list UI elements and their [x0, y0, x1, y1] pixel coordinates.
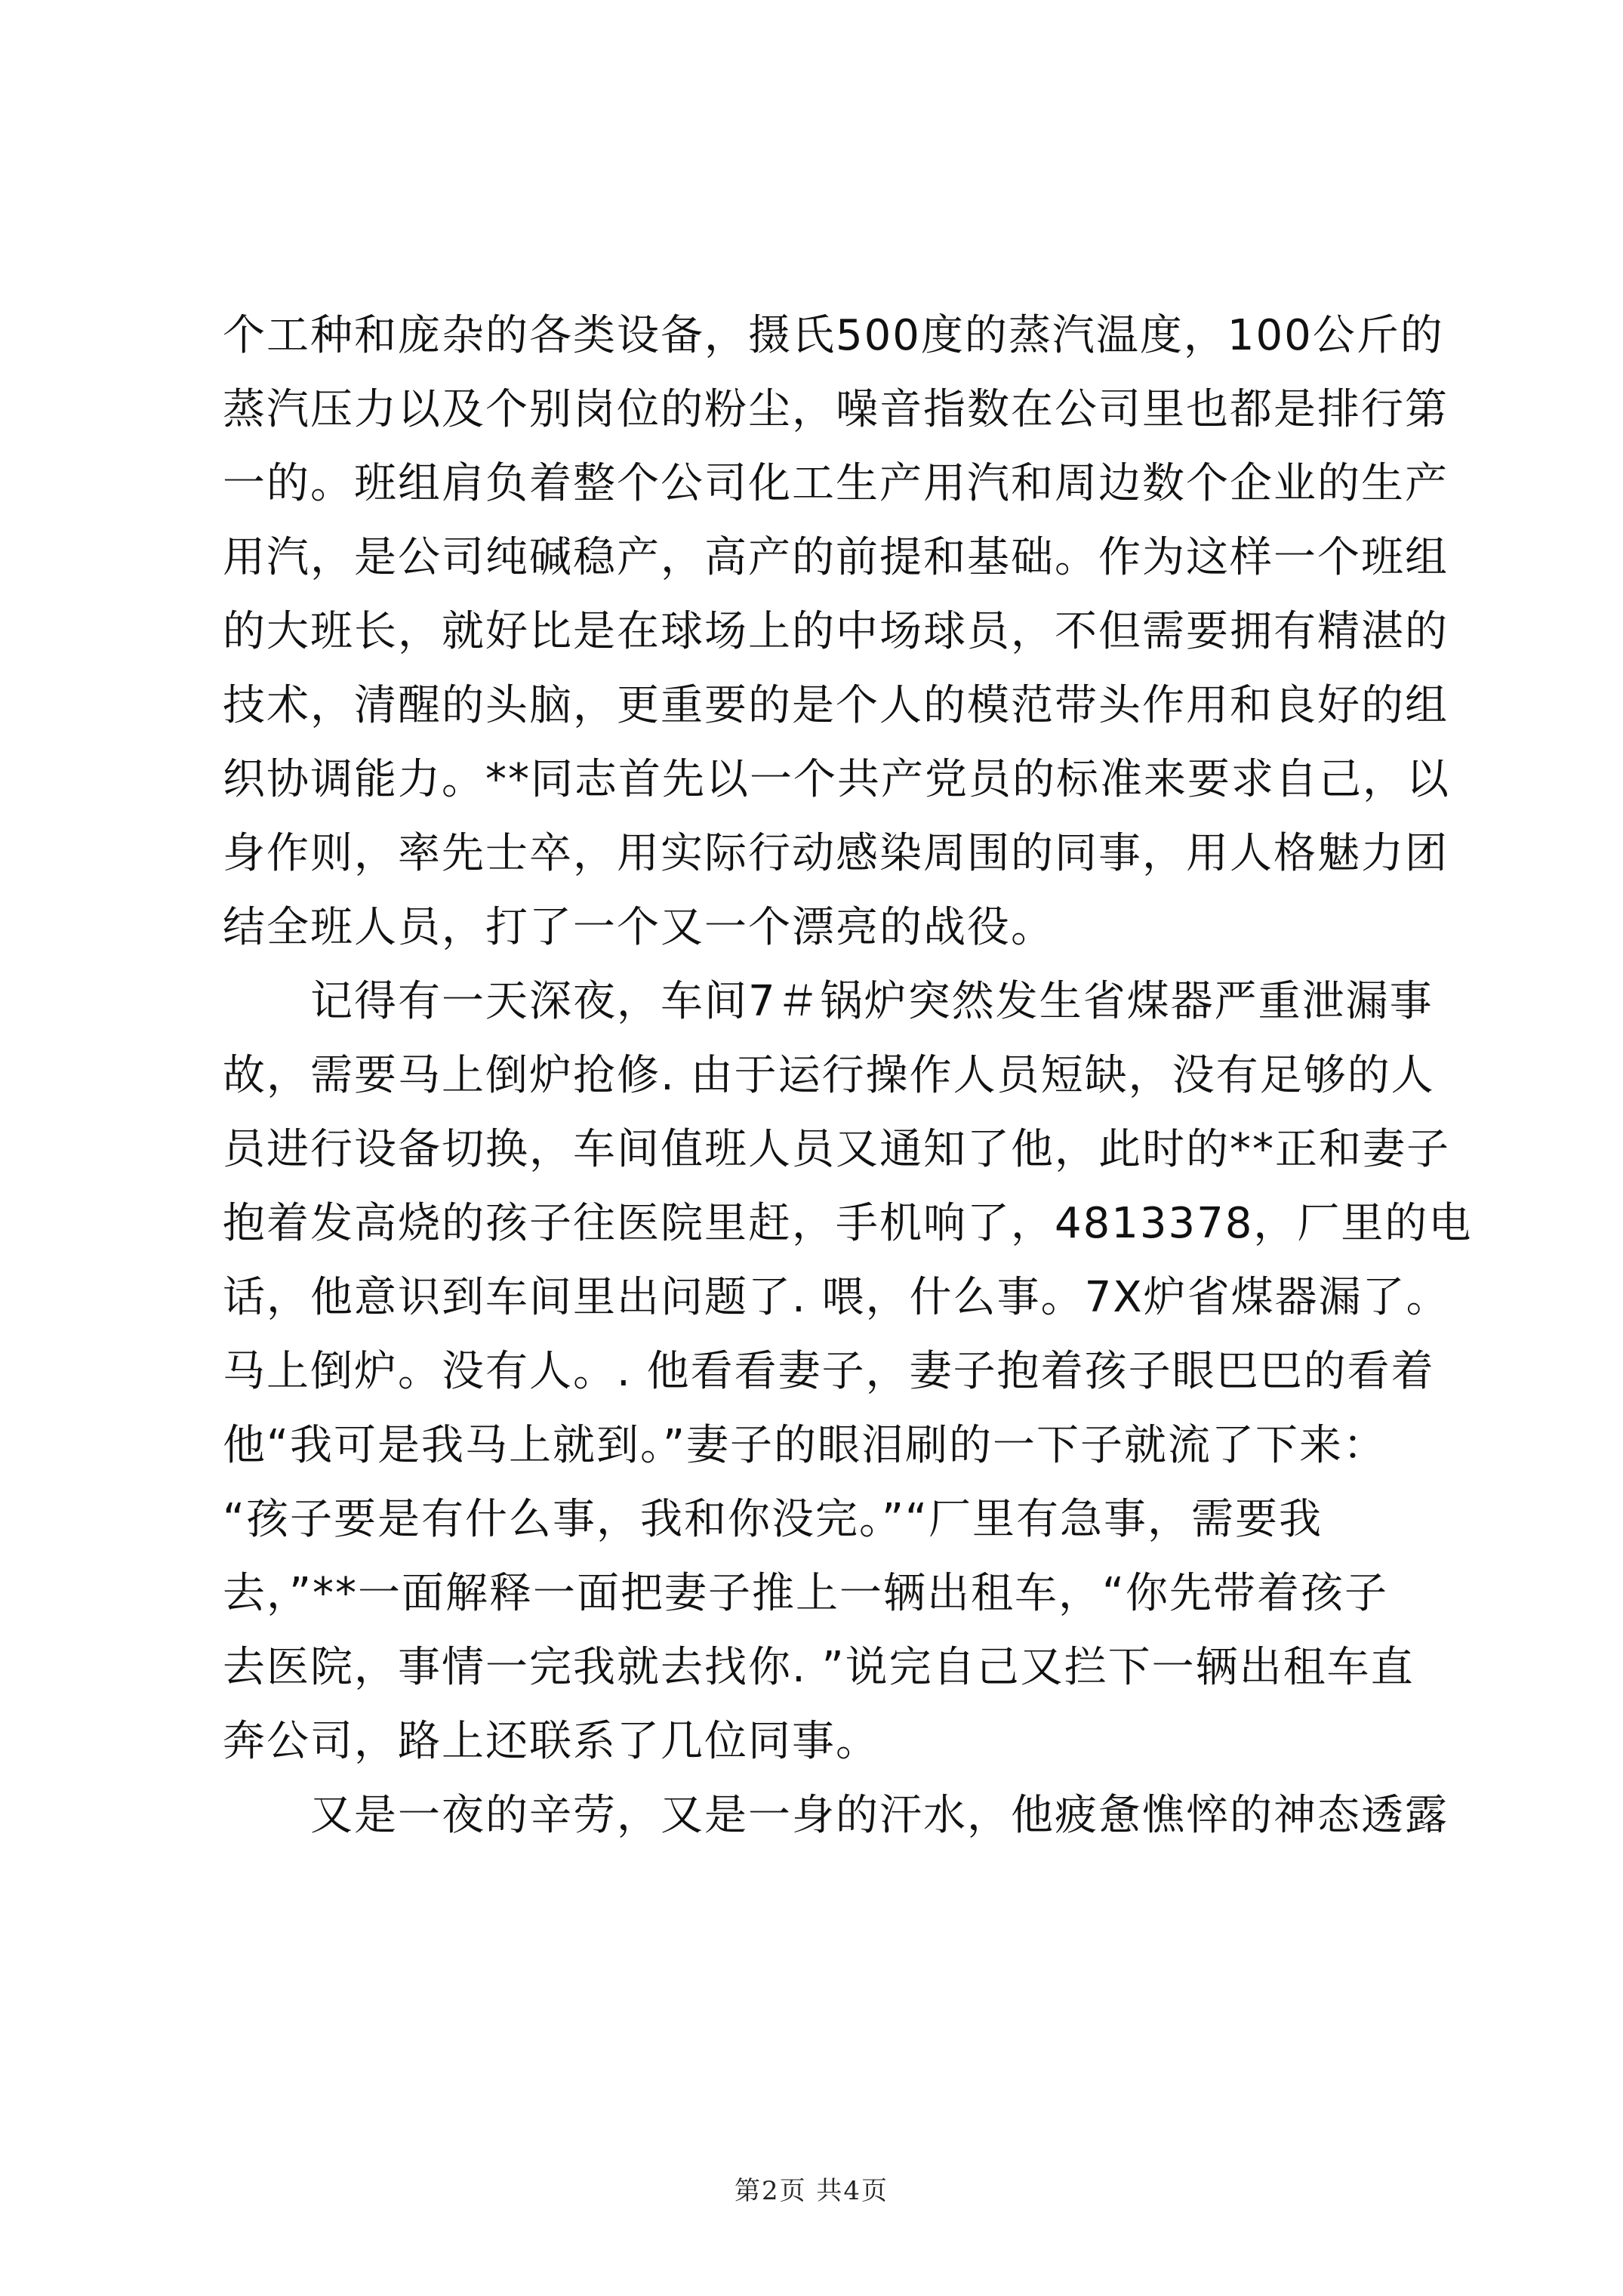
text-line: 话，他意识到车间里出问题了. 喂，什么事。7X炉省煤器漏了。	[223, 1273, 1450, 1322]
text-line: 去医院，事情一完我就去找你. ”说完自己又拦下一辆出租车直	[223, 1643, 1415, 1692]
text-line: 织协调能力。**同志首先以一个共产党员的标准来要求自己，以	[223, 755, 1450, 804]
text-line: 马上倒炉。没有人。. 他看看妻子，妻子抱着孩子眼巴巴的看着	[223, 1347, 1435, 1396]
text-line: 身作则，率先士卒，用实际行动感染周围的同事，用人格魅力团	[223, 829, 1449, 878]
text-line: 抱着发高烧的孩子往医院里赶，手机响了，4813378，厂里的电	[223, 1199, 1473, 1248]
page-number-footer: 第2页 共4页	[734, 2176, 889, 2206]
text-line: 个工种和庞杂的各类设备，摄氏500度的蒸汽温度，100公斤的	[223, 311, 1444, 360]
text-line: 故，需要马上倒炉抢修. 由于运行操作人员短缺，没有足够的人	[223, 1051, 1435, 1100]
text-line: 用汽，是公司纯碱稳产，高产的前提和基础。作为这样一个班组	[223, 533, 1449, 582]
text-line: 奔公司，路上还联系了几位同事。	[223, 1717, 879, 1766]
text-line: 又是一夜的辛劳，又是一身的汗水，他疲惫憔悴的神态透露	[223, 1791, 1449, 1840]
text-line: 的大班长，就好比是在球场上的中场球员，不但需要拥有精湛的	[223, 607, 1449, 656]
text-line: 蒸汽压力以及个别岗位的粉尘，噪音指数在公司里也都是排行第	[223, 385, 1449, 434]
text-line: 记得有一天深夜，车间7＃锅炉突然发生省煤器严重泄漏事	[223, 977, 1434, 1026]
text-line: 结全班人员，打了一个又一个漂亮的战役。	[223, 903, 1055, 952]
text-line: 技术，清醒的头脑，更重要的是个人的模范带头作用和良好的组	[223, 681, 1449, 730]
text-line: 去，”**一面解释一面把妻子推上一辆出租车，“你先带着孩子	[223, 1569, 1389, 1618]
text-line: 一的。班组肩负着整个公司化工生产用汽和周边数个企业的生产	[223, 459, 1449, 508]
text-line: 员进行设备切换，车间值班人员又通知了他，此时的**正和妻子	[223, 1125, 1450, 1174]
text-line: 他“我可是我马上就到。”妻子的眼泪刷的一下子就流了下来：	[223, 1421, 1387, 1470]
text-line: “孩子要是有什么事，我和你没完。”“厂里有急事，需要我	[223, 1495, 1323, 1544]
